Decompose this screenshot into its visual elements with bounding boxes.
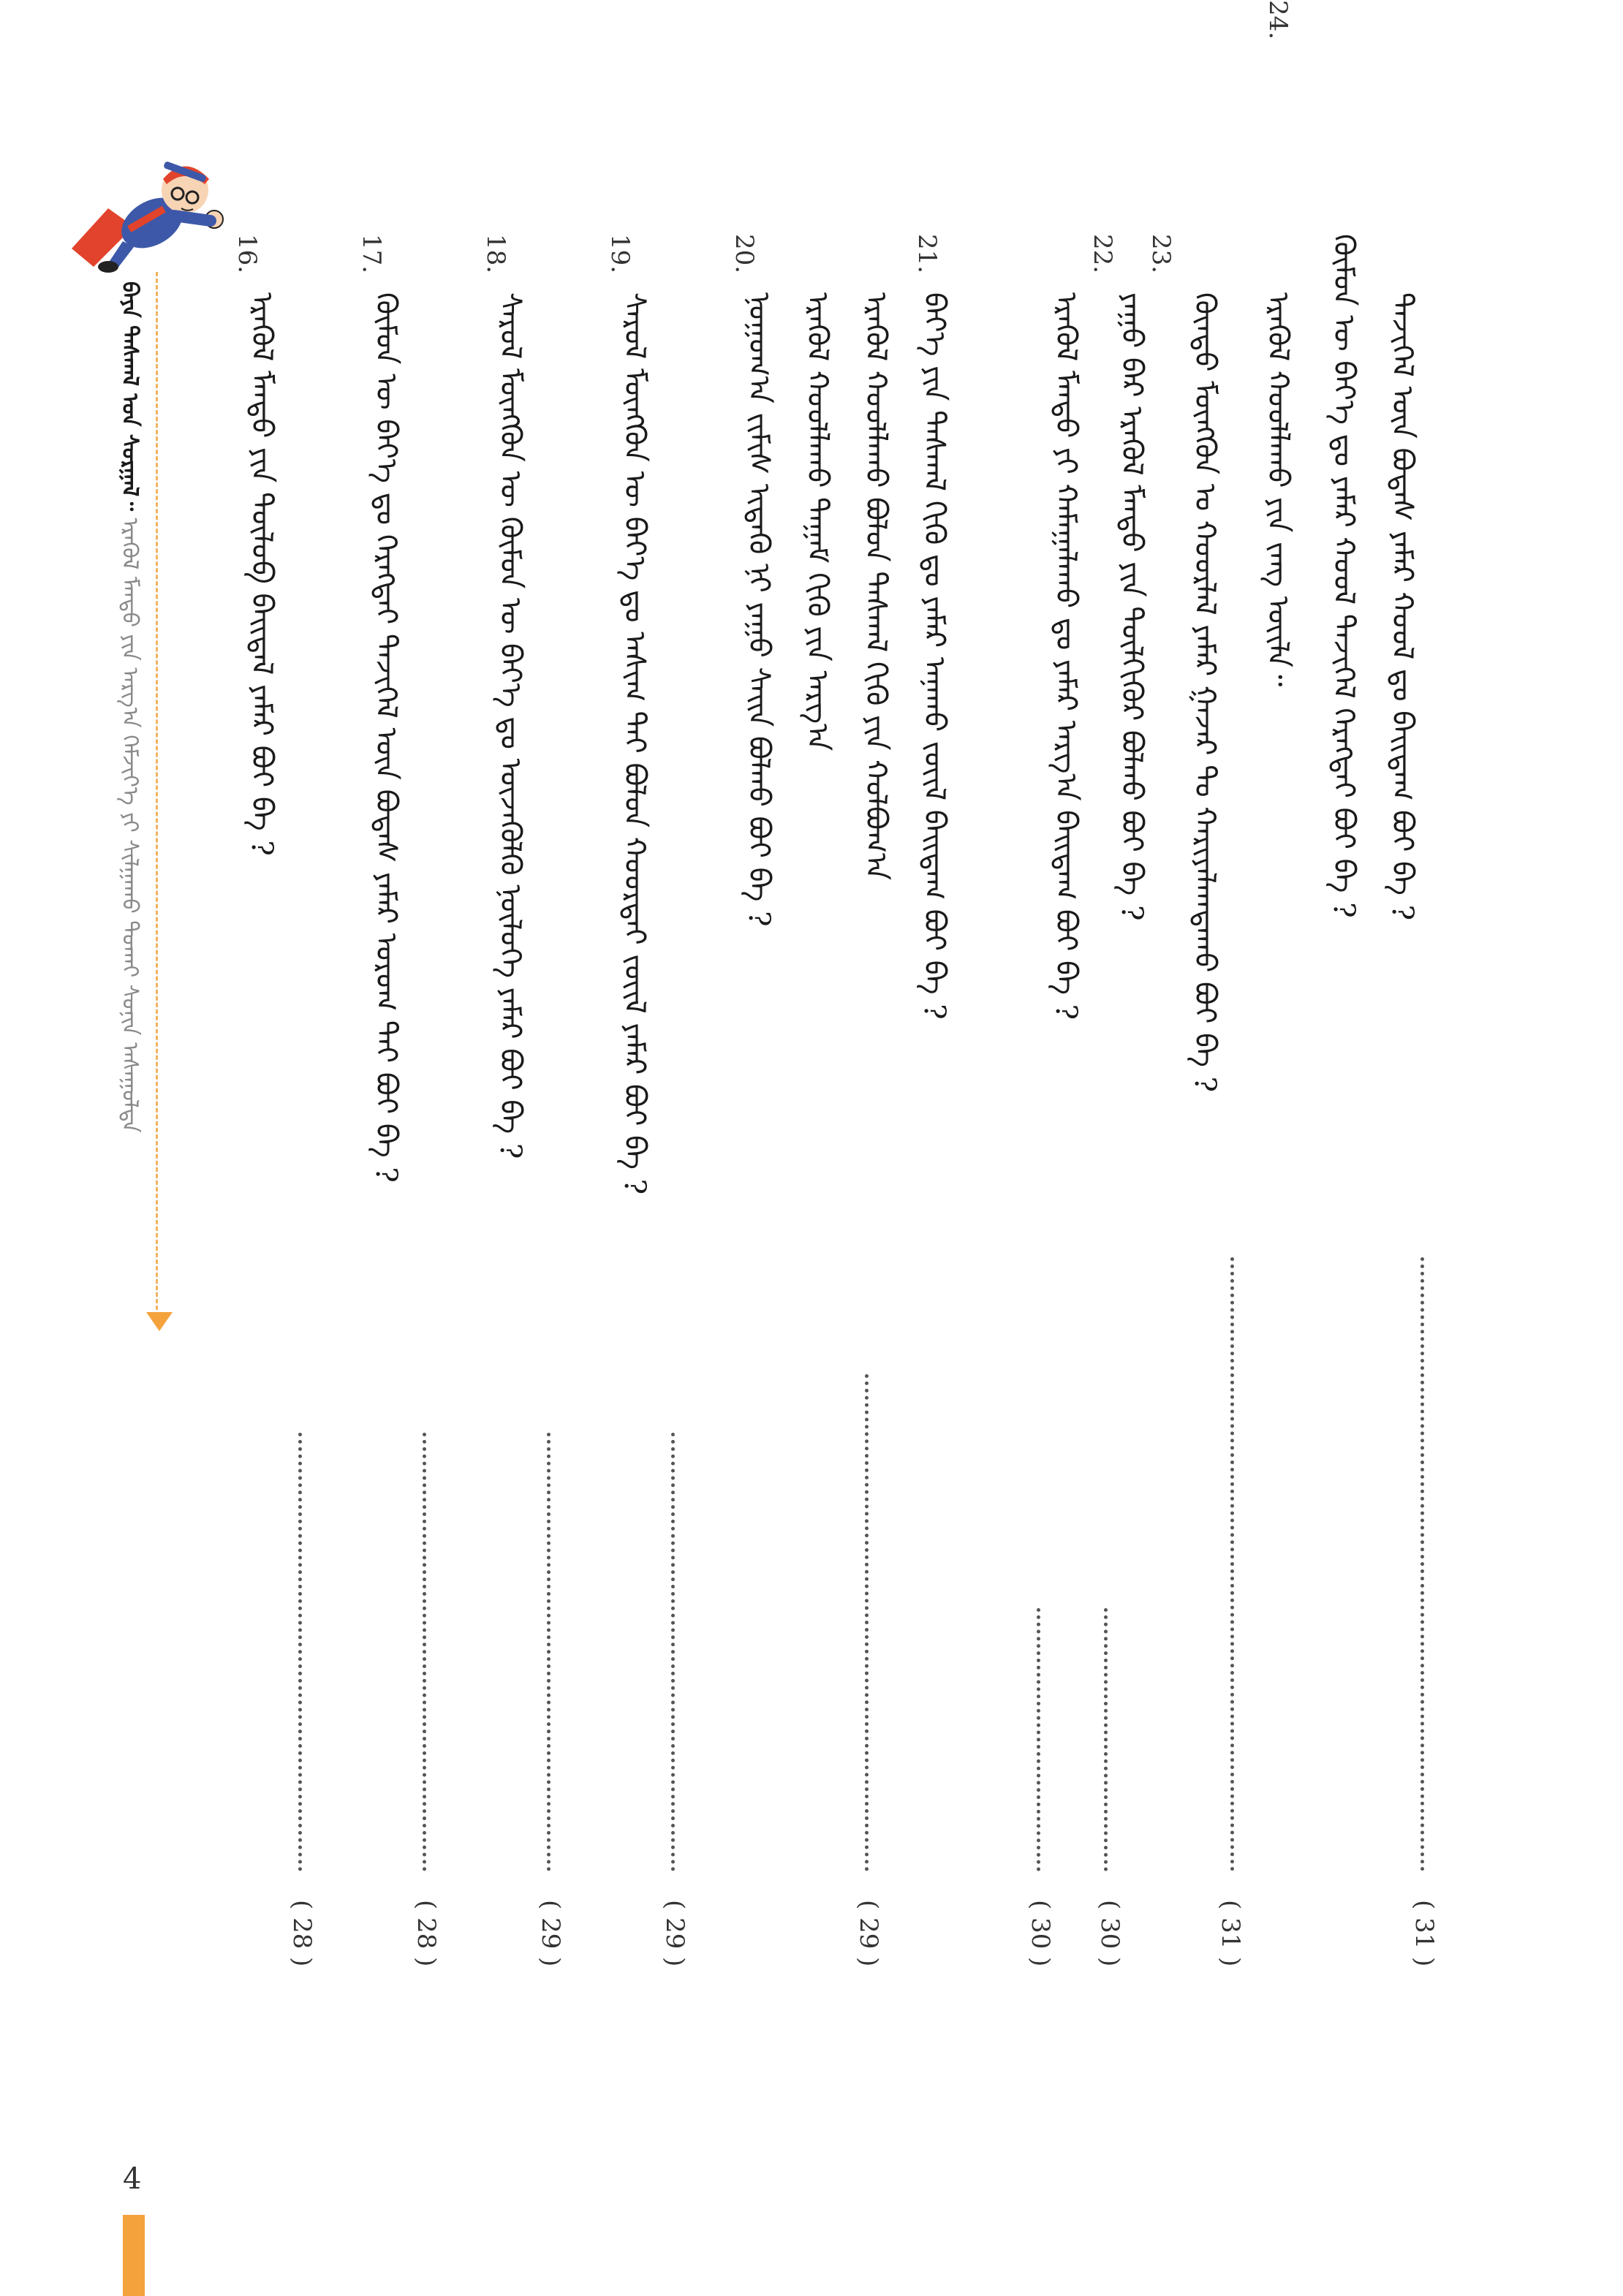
chapter-header bbox=[110, 281, 149, 1363]
page-reference: ( 30 ) bbox=[1095, 1900, 1124, 1967]
entry-line: ᠪᠡᠶ᠎ᠡ ᠶᠢᠨ ᠳᠠᠰᠬᠠᠯ ᠬᠢᠬᠦ ᠳᠤ ᠶᠠᠮᠠᠷ ᠠᠨᠠᠬᠤ ᠵᠦᠢᠯ ᠪᠠᠢᠳᠠᠭ ᠪᠤᠢ ᠪᠡ ? bbox=[918, 292, 951, 1020]
dot-leader bbox=[1037, 1608, 1043, 1871]
entry-number: 20. bbox=[730, 234, 759, 274]
dot-leader bbox=[671, 1433, 678, 1871]
page-reference: ( 31 ) bbox=[1216, 1900, 1245, 1967]
page-number: 4 bbox=[123, 2162, 142, 2196]
entry-line: ᠲᠡᠵᠢᠭᠡᠯ ᠦᠨ ᠪᠣᠳᠠᠰ ᠶᠠᠮᠠᠷ ᠬᠣᠣᠯ ᠳᠤ ᠪᠠᠢᠳᠠᠭ ᠪᠤᠢ ᠪᠡ ? bbox=[1385, 292, 1419, 921]
dot-leader bbox=[1104, 1608, 1111, 1871]
page-reference: ( 28 ) bbox=[287, 1900, 317, 1967]
page-reference: ( 29 ) bbox=[854, 1900, 883, 1967]
entry-number: 24. bbox=[1263, 0, 1293, 40]
page-reference: ( 29 ) bbox=[536, 1900, 565, 1967]
orange-accent-bar bbox=[123, 2215, 145, 2296]
entry-number: 22. bbox=[1088, 234, 1117, 274]
entry-line: ᠡᠷᠡᠭᠦᠯ ᠬᠣᠤᠯᠯᠠᠬᠤ ᠳᠠᠭᠠᠮ ᠬᠢᠬᠦ ᠶᠢᠨ ᠠᠷᠭ᠎ᠠ bbox=[801, 292, 834, 751]
entry-line: ᠰᠠᠷᠤᠯ ᠮᠥᠩᠭᠦᠨ ᠦ ᠪᠡᠶ᠎ᠡ ᠳᠤ ᠠᠰᠢᠭ ᠲᠠᠢ ᠪᠤᠯᠤᠨ ᠬᠣᠣᠷᠲᠠᠢ ᠵᠦᠢᠯ ᠶᠠᠮᠠᠷ ᠪᠤᠢ ᠪᠡ ? bbox=[618, 292, 651, 1195]
page-reference: ( 29 ) bbox=[660, 1900, 689, 1967]
entry-line: ᠡᠷᠡᠭᠦᠯ ᠮᠡᠨᠳᠦ ᠶᠢᠨ ᠲᠥᠯᠦᠪ ᠪᠠᠢᠳᠠᠯ ᠶᠠᠮᠠᠷ ᠪᠤᠢ ᠪᠡ ? bbox=[245, 292, 279, 856]
entry-number: 23. bbox=[1146, 234, 1176, 274]
entry-line: ᠶᠠᠭᠤ ᠪᠡᠷ ᠡᠷᠡᠭᠦᠯ ᠮᠡᠨᠳᠦ ᠶᠢᠨ ᠲᠦᠯᠬᠢᠭᠦᠷ ᠪᠣᠯᠬᠤ ᠪᠤᠢ ᠪᠡ ? bbox=[1115, 292, 1149, 921]
dot-leader bbox=[865, 1374, 871, 1871]
entry-line: ᠡᠷᠡᠭᠦᠯ ᠮᠡᠨᠳᠦ ᠶᠢ ᠬᠠᠮᠠᠭᠠᠯᠠᠬᠤ ᠳᠤ ᠶᠠᠮᠠᠷ ᠠᠷᠭ᠎ᠠ ᠪᠠᠢᠳᠠᠭ ᠪᠤᠢ ᠪᠡ ? bbox=[1049, 292, 1083, 1020]
dot-leader bbox=[1230, 1257, 1237, 1871]
entry-line: ᠨᠣᠭᠣᠭ᠎ᠠ ᠵᠢᠮᠢᠰ ᠢᠳᠡᠬᠦ ᠨᠢ ᠶᠠᠭᠤ ᠰᠠᠢᠨ ᠪᠣᠯᠬᠤ ᠪᠤᠢ ᠪᠡ ? bbox=[742, 292, 776, 927]
header-subtitle: ᠡᠷᠡᠭᠦᠯ ᠮᠡᠨᠳᠦ ᠶᠢᠨ ᠠᠷᠭ᠎ᠠ ᠬᠡᠮᠵᠢᠶ᠎ᠡ ᠶᠢ ᠰᠢᠯᠭᠠᠬᠤ ᠲᠤᠬᠠᠢ ᠰᠣᠨᠢᠨ ᠠᠰᠠᠭᠤᠯᠲᠠ bbox=[117, 518, 143, 1133]
page-reference: ( 31 ) bbox=[1410, 1900, 1439, 1967]
dashed-guide-line bbox=[156, 272, 158, 1310]
entry-line: ᠬᠦᠮᠦᠨ ᠦ ᠪᠡᠶ᠎ᠡ ᠳᠤ ᠬᠡᠷᠡᠭᠲᠡᠢ ᠲᠡᠵᠢᠭᠡᠯ ᠦᠨ ᠪᠣᠳᠠᠰ ᠶᠠᠮᠠᠷ ᠤᠷᠤᠭ ᠲᠠᠢ ᠪᠤᠢ ᠪᠡ ? bbox=[369, 292, 403, 1183]
header-title: ᠪᠡᠶᠡ ᠳᠠᠰᠬᠠᠯ ᠤᠨ ᠰᠤᠷᠭᠠᠯ᠃ bbox=[117, 281, 143, 511]
entry-number: 17. bbox=[357, 234, 386, 274]
dot-leader bbox=[298, 1433, 305, 1871]
entry-line: ᠬᠦᠮᠦᠨ ᠦ ᠪᠡᠶ᠎ᠡ ᠳᠤ ᠶᠠᠮᠠᠷ ᠬᠣᠣᠯ ᠲᠡᠵᠢᠭᠡᠯ ᠬᠡᠷᠡᠭᠲᠡᠢ ᠪᠤᠢ ᠪᠡ ? bbox=[1327, 234, 1361, 918]
flying-boy-mascot-icon bbox=[64, 139, 232, 274]
entry-line: ᠰᠠᠷᠤᠯ ᠮᠥᠩᠭᠦᠨ ᠦ ᠬᠦᠮᠦᠨ ᠦ ᠪᠡᠶ᠎ᠡ ᠳᠤ ᠦᠵᠡᠭᠦᠯᠬᠦ ᠨᠥᠯᠦᠭᠡ ᠶᠠᠮᠠᠷ ᠪᠤᠢ ᠪᠡ ? bbox=[493, 292, 527, 1159]
entry-line: ᠡᠷᠡᠭᠦᠯ ᠬᠣᠤᠯᠯᠠᠬᠤ ᠶᠢᠨ ᠵᠠᠩ ᠦᠢᠯᠡ᠃ bbox=[1261, 292, 1295, 687]
entry-line: ᠡᠷᠡᠭᠦᠯ ᠬᠣᠤᠯᠯᠠᠬᠤ ᠪᠤᠯᠤᠨ ᠳᠠᠰᠬᠠᠯ ᠬᠢᠬᠦ ᠶᠢᠨ ᠬᠣᠯᠪᠣᠭ᠎ᠠ bbox=[859, 292, 893, 881]
dot-leader bbox=[423, 1433, 429, 1871]
entry-number: 21. bbox=[912, 234, 942, 274]
entry-number: 18. bbox=[481, 234, 510, 274]
dot-leader bbox=[1420, 1257, 1427, 1871]
dot-leader bbox=[547, 1433, 553, 1871]
entry-line: ᠬᠦᠨᠳᠦ ᠮᠥᠩᠭᠦᠨ ᠤ ᠬᠣᠣᠷᠯᠠᠯ ᠶᠠᠮᠠᠷ ᠭᠠᠵᠠᠷ ᠲᠤ ᠬᠠᠷᠢᠶᠠᠯᠠᠭᠳᠠᠬᠤ ᠪᠤᠢ ᠪᠡ ? bbox=[1188, 292, 1222, 1093]
page-reference: ( 28 ) bbox=[412, 1900, 441, 1967]
page-reference: ( 30 ) bbox=[1026, 1900, 1055, 1967]
entry-number: 19. bbox=[605, 234, 635, 274]
entry-number: 16. bbox=[232, 234, 262, 274]
triangle-marker-icon bbox=[146, 1312, 173, 1331]
